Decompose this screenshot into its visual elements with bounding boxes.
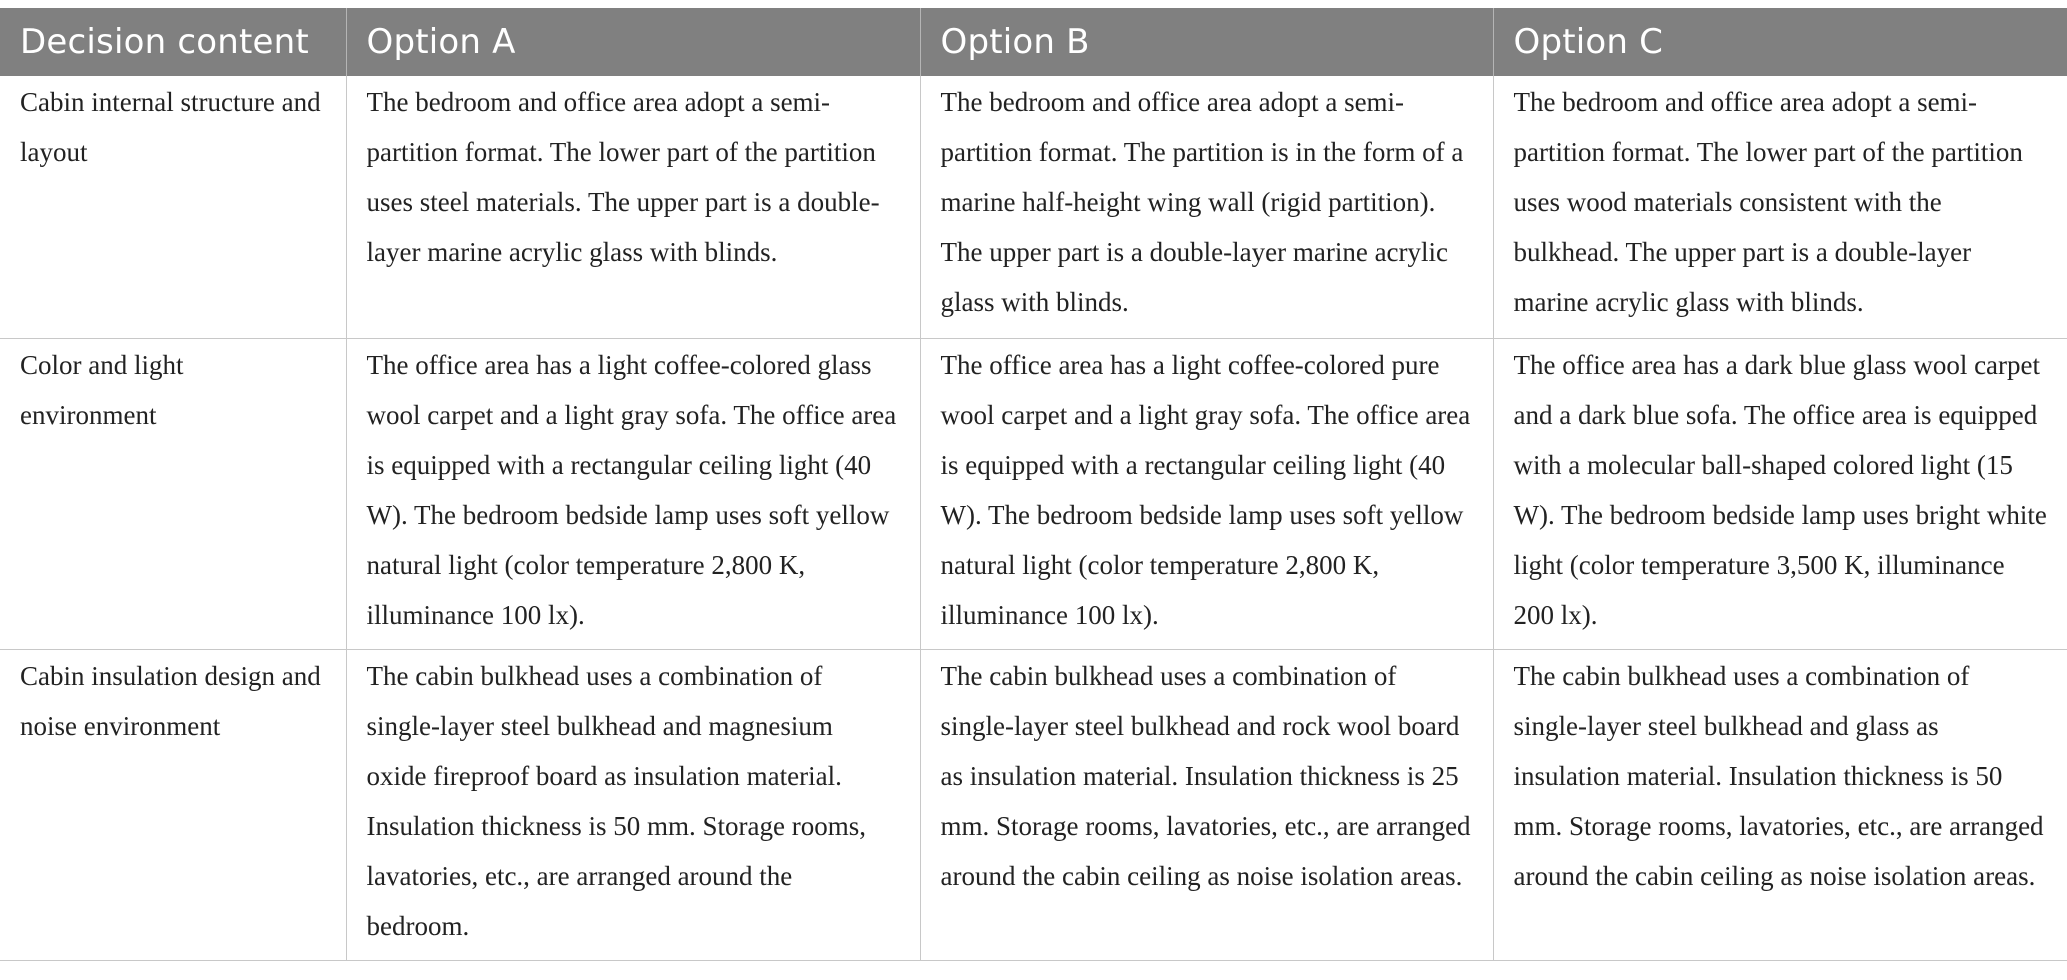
header-option-a: Option A <box>346 8 920 76</box>
cell-option-a: The cabin bulkhead uses a combination of single-layer steel bulkhead and magnesium oxide fireproof board as insulation material. Insulation thickness is 50 mm. Storage rooms, lavatories, etc., are arranged around the bedroom. <box>346 649 920 960</box>
table-row <box>0 76 2067 338</box>
table-header <box>0 8 2067 76</box>
cell-option-a: The bedroom and office area adopt a semi-partition format. The lower part of the partition uses steel materials. The upper part is a double-layer marine acrylic glass with blinds. <box>346 76 920 338</box>
header-option-b: Option B <box>920 8 1493 76</box>
decision-options-table <box>0 8 2067 961</box>
row-label-color-light: Color and light environment <box>0 338 346 649</box>
cell-option-b: The bedroom and office area adopt a semi-partition format. The partition is in the form of a marine half-height wing wall (rigid partition). The upper part is a double-layer marine acrylic glass with blinds. <box>920 76 1493 338</box>
cell-option-a: The office area has a light coffee-colored glass wool carpet and a light gray sofa. The office area is equipped with a rectangular ceiling light (40 W). The bedroom bedside lamp uses soft yellow natural light (color temperature 2,800 K, illuminance 100 lx). <box>346 338 920 649</box>
table-row <box>0 649 2067 960</box>
cell-option-b: The office area has a light coffee-colored pure wool carpet and a light gray sofa. The office area is equipped with a rectangular ceiling light (40 W). The bedroom bedside lamp uses soft yellow natural light (color temperature 2,800 K, illuminance 100 lx). <box>920 338 1493 649</box>
cell-option-c: The cabin bulkhead uses a combination of single-layer steel bulkhead and glass as insulation material. Insulation thickness is 50 mm. Storage rooms, lavatories, etc., are arranged around the cabin ceiling as noise isolation areas. <box>1493 649 2067 960</box>
header-option-c: Option C <box>1493 8 2067 76</box>
header-row <box>0 8 2067 76</box>
cell-option-c: The bedroom and office area adopt a semi-partition format. The lower part of the partition uses wood materials consistent with the bulkhead. The upper part is a double-layer marine acrylic glass with blinds. <box>1493 76 2067 338</box>
header-decision-content: Decision content <box>0 8 346 76</box>
table-body <box>0 76 2067 960</box>
table-row <box>0 338 2067 649</box>
comparison-table-container <box>0 8 2067 961</box>
row-label-cabin-structure: Cabin internal structure and layout <box>0 76 346 338</box>
cell-option-c: The office area has a dark blue glass wool carpet and a dark blue sofa. The office area is equipped with a molecular ball-shaped colored light (15 W). The bedroom bedside lamp uses bright white light (color temperature 3,500 K, illuminance 200 lx). <box>1493 338 2067 649</box>
row-label-insulation-noise: Cabin insulation design and noise environment <box>0 649 346 960</box>
cell-option-b: The cabin bulkhead uses a combination of single-layer steel bulkhead and rock wool board as insulation material. Insulation thickness is 25 mm. Storage rooms, lavatories, etc., are arranged around the cabin ceiling as noise isolation areas. <box>920 649 1493 960</box>
